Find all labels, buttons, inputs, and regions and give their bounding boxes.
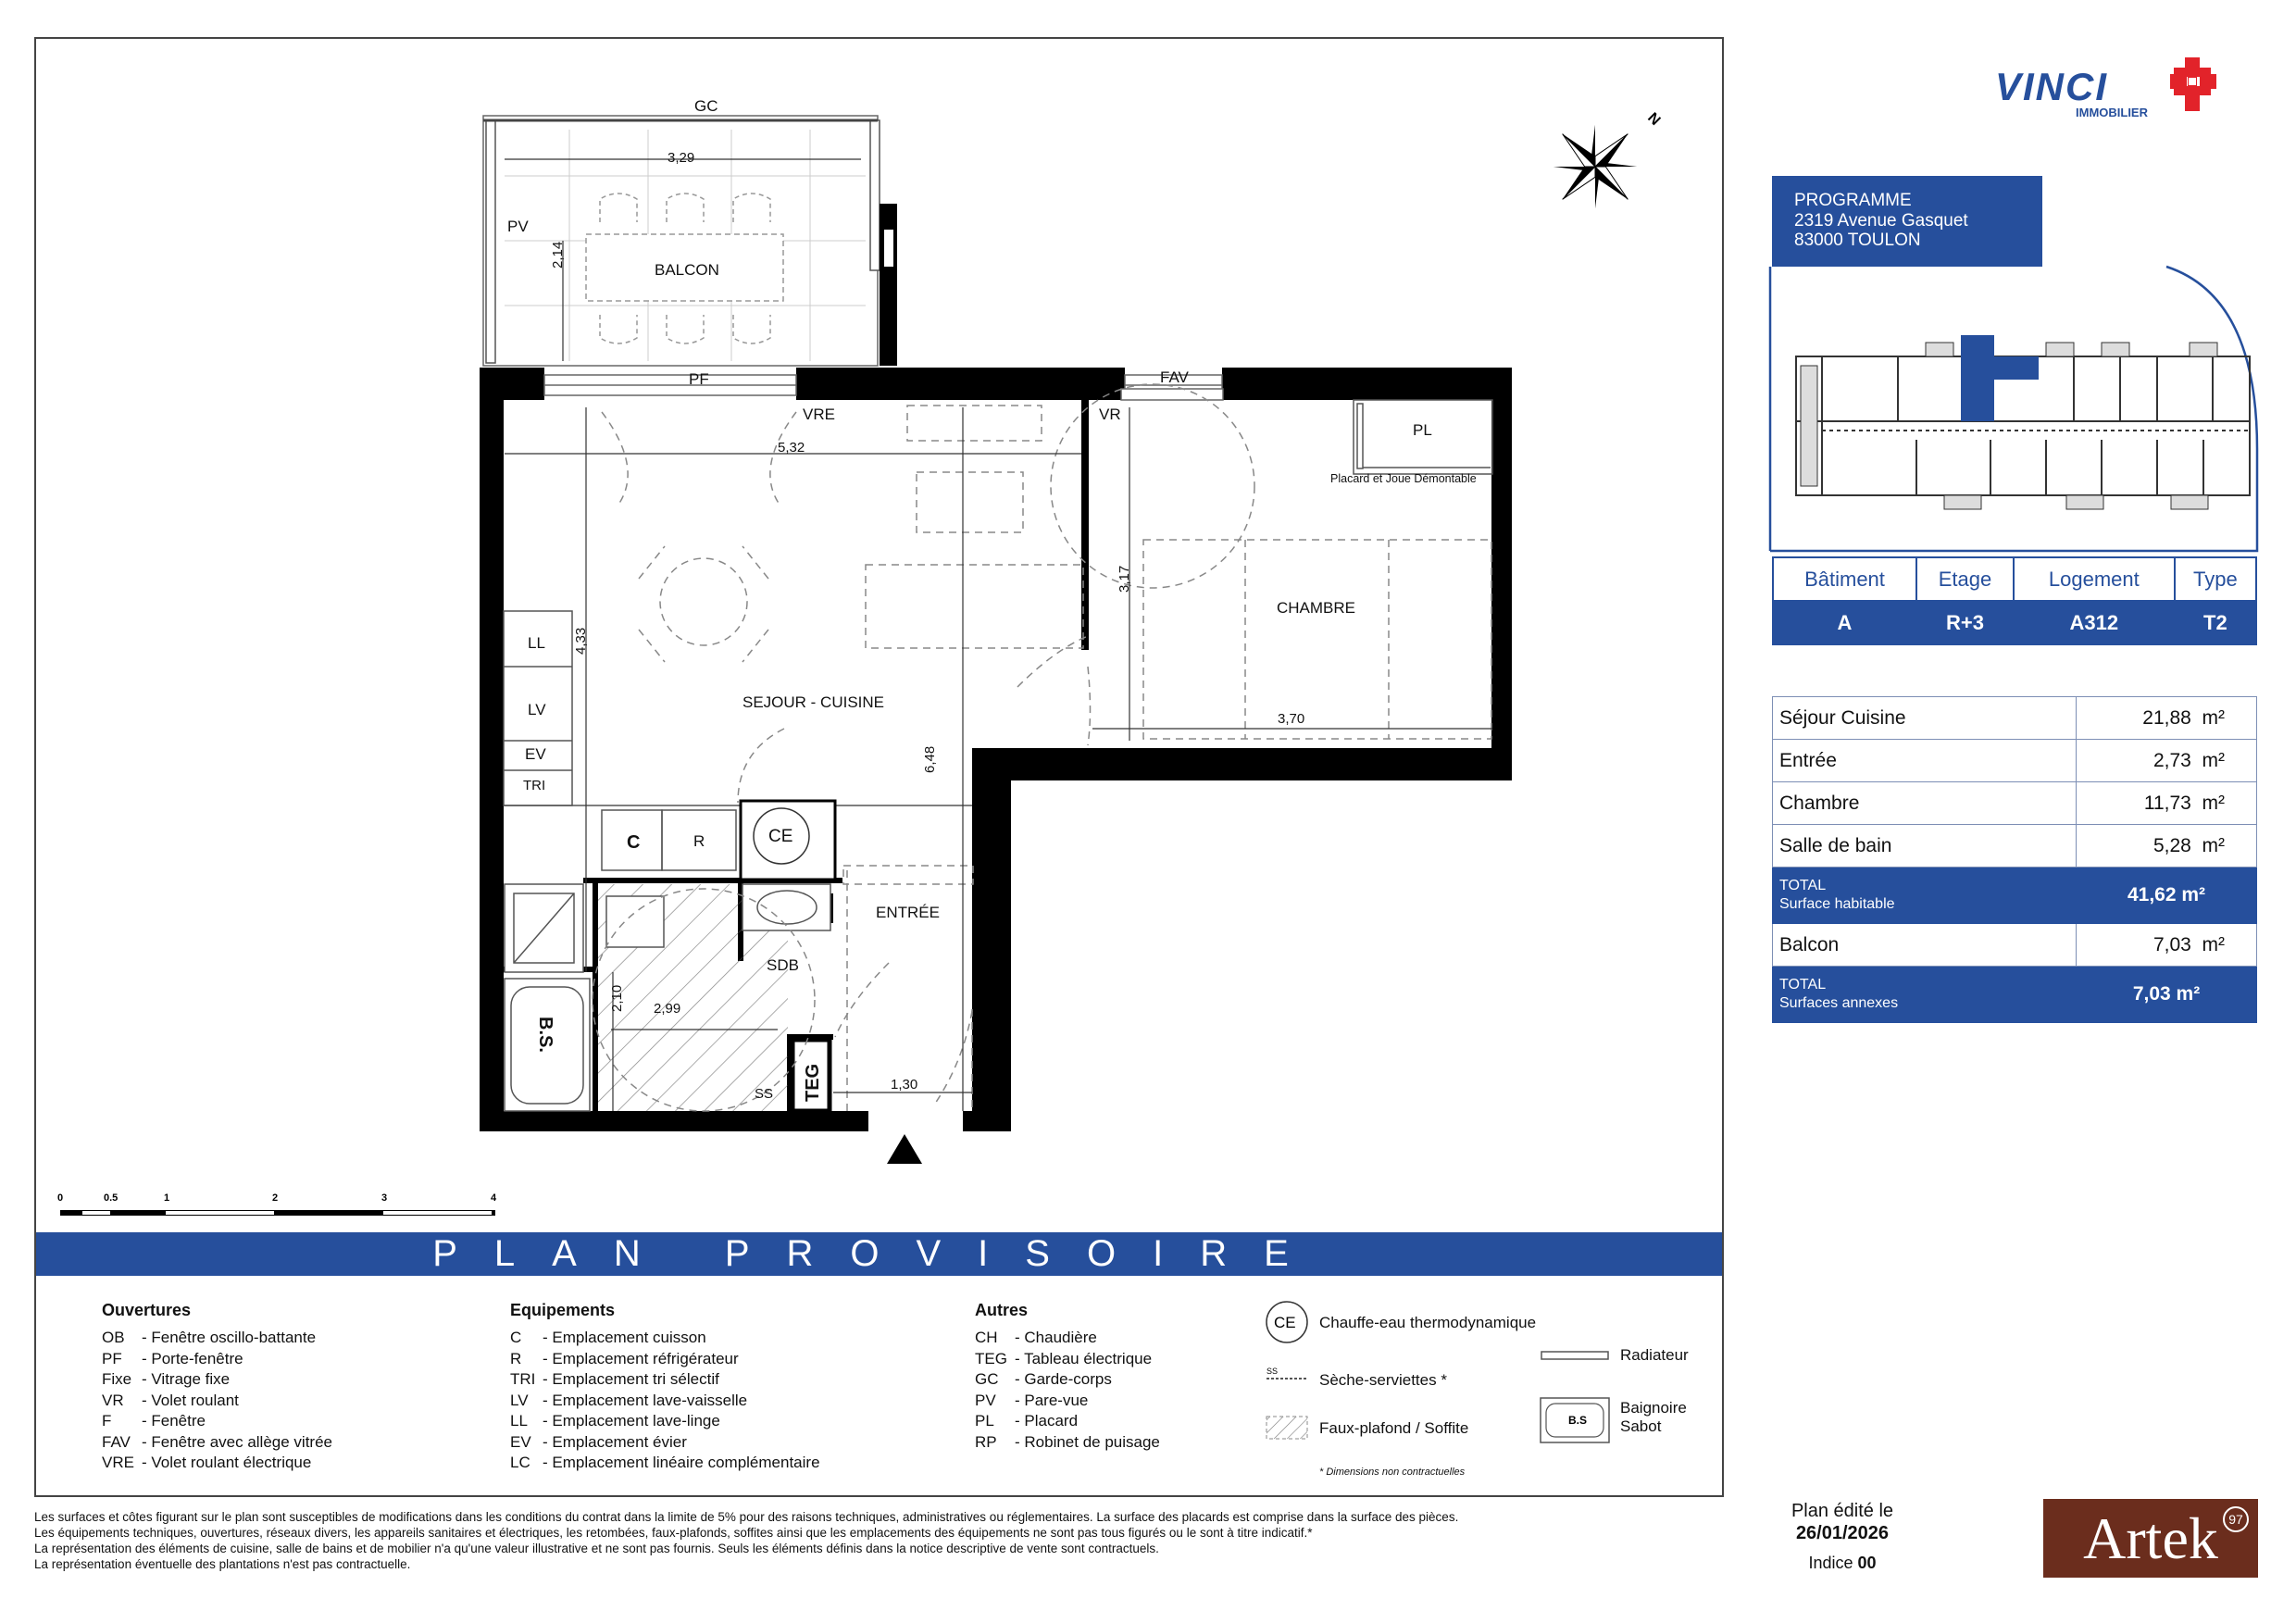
r-label: R bbox=[693, 832, 705, 850]
baignoire-line1: Baignoire bbox=[1620, 1399, 1687, 1417]
legend-text: - Emplacement réfrigérateur bbox=[543, 1349, 739, 1367]
legend-row bbox=[102, 1432, 332, 1454]
header-logement: Logement bbox=[2014, 557, 2175, 601]
surface-row bbox=[1773, 825, 2257, 868]
teg-label: TEG bbox=[803, 1063, 823, 1102]
legend-code: Fixe bbox=[102, 1370, 132, 1388]
legend-row bbox=[102, 1453, 332, 1474]
surface-row bbox=[1773, 697, 2257, 740]
surface-unit: m² bbox=[2202, 834, 2225, 856]
legend-text: - Chaudière bbox=[1015, 1329, 1097, 1346]
legend-text: - Tableau électrique bbox=[1015, 1349, 1153, 1367]
surface-label: Chambre bbox=[1773, 782, 2077, 825]
legend-text: - Emplacement linéaire complémentaire bbox=[543, 1454, 820, 1471]
legend-code: FAV bbox=[102, 1432, 131, 1451]
legend-row bbox=[102, 1391, 332, 1412]
entrance-arrow-icon bbox=[887, 1134, 922, 1164]
surface-number: 7,03 bbox=[2152, 933, 2191, 955]
info-table bbox=[1772, 556, 2257, 645]
surface-row bbox=[1773, 782, 2257, 825]
legend-text: - Fenêtre bbox=[142, 1412, 206, 1429]
artek-logo bbox=[2043, 1499, 2258, 1578]
ce-label: CE bbox=[768, 827, 793, 846]
legend-text: - Fenêtre oscillo-battante bbox=[142, 1329, 317, 1346]
placard-label: Placard et Joue Démontable bbox=[1330, 472, 1477, 485]
total-habitable-label bbox=[1773, 868, 2077, 924]
ev-label: EV bbox=[525, 745, 546, 763]
legend-text: - Emplacement évier bbox=[543, 1432, 687, 1451]
legend-row bbox=[102, 1411, 332, 1432]
legend-code: LC bbox=[510, 1454, 530, 1471]
legend-row bbox=[510, 1391, 820, 1412]
legend-code: RP bbox=[975, 1432, 997, 1451]
scale-tick-3: 3 bbox=[381, 1192, 388, 1204]
artek-name: Artek bbox=[2083, 1505, 2218, 1571]
legend-code: R bbox=[510, 1349, 522, 1367]
legend-code: CH bbox=[975, 1329, 998, 1346]
footnote-line: La représentation éventuelle des plantations n'est pas contractuelle. bbox=[34, 1557, 411, 1571]
faux-plafond-icon bbox=[1267, 1417, 1307, 1439]
edition-indice bbox=[1768, 1552, 1916, 1574]
dims-note: * Dimensions non contractuelles bbox=[1319, 1467, 1466, 1478]
total-line1: TOTAL bbox=[1779, 878, 1827, 893]
legend-text: - Vitrage fixe bbox=[142, 1370, 231, 1388]
surface-unit: m² bbox=[2202, 749, 2225, 771]
legend-row bbox=[102, 1349, 332, 1370]
room-sejour: SEJOUR - CUISINE bbox=[742, 693, 885, 711]
header-etage: Etage bbox=[1916, 557, 2014, 601]
surface-unit: m² bbox=[2202, 706, 2225, 729]
pf-label: PF bbox=[689, 370, 709, 388]
info-table-values bbox=[1773, 601, 2256, 644]
total-annexes-row bbox=[1773, 967, 2257, 1023]
faux-legend-label: Faux-plafond / Soffite bbox=[1319, 1419, 1469, 1437]
lv-label: LV bbox=[528, 701, 546, 718]
legend-row bbox=[510, 1349, 820, 1370]
vinci-logo bbox=[1990, 54, 2231, 132]
legend-text: - Porte-fenêtre bbox=[142, 1349, 243, 1367]
legend-row bbox=[975, 1432, 1160, 1454]
vre-label: VRE bbox=[803, 406, 835, 423]
value-batiment: A bbox=[1773, 601, 1916, 644]
vinci-sub: IMMOBILIER bbox=[2076, 106, 2148, 119]
program-title: PROGRAMME bbox=[1794, 191, 1912, 210]
indice-value: 00 bbox=[1857, 1554, 1877, 1572]
total-line1: TOTAL bbox=[1779, 977, 1827, 993]
legend-row bbox=[975, 1369, 1160, 1391]
gc-label: GC bbox=[694, 97, 718, 115]
legend-text: - Emplacement lave-linge bbox=[543, 1412, 720, 1429]
room-entree: ENTRÉE bbox=[876, 904, 940, 921]
legend-code: OB bbox=[102, 1329, 125, 1346]
vinci-name: VINCI bbox=[1995, 65, 2109, 108]
surface-value bbox=[2077, 924, 2257, 967]
program-city: 83000 TOULON bbox=[1794, 231, 1921, 250]
header-batiment: Bâtiment bbox=[1773, 557, 1916, 601]
dim-chambre-depth: 3,17 bbox=[1117, 565, 1132, 593]
edition-label: Plan édité le bbox=[1791, 1501, 1894, 1521]
legend-autres-list bbox=[975, 1328, 1160, 1453]
dim-chambre-width: 3,70 bbox=[1278, 711, 1305, 727]
vr-label: VR bbox=[1099, 406, 1121, 423]
legend-text: - Fenêtre avec allège vitrée bbox=[142, 1432, 332, 1451]
legend-row bbox=[510, 1411, 820, 1432]
legend-code: VRE bbox=[102, 1454, 134, 1471]
legend-code: F bbox=[102, 1412, 112, 1429]
legend-row bbox=[510, 1369, 820, 1391]
legend-code: TRI bbox=[510, 1370, 536, 1388]
legend-row bbox=[510, 1432, 820, 1454]
surface-value bbox=[2077, 782, 2257, 825]
scale-tick-2: 2 bbox=[272, 1192, 279, 1204]
north-label: N bbox=[1644, 109, 1664, 130]
total-annexes-label bbox=[1773, 967, 2077, 1023]
surfaces-table bbox=[1772, 696, 2257, 1023]
surface-row bbox=[1773, 740, 2257, 782]
legend-code: LV bbox=[510, 1391, 529, 1409]
dim-entree-width: 1,30 bbox=[891, 1077, 918, 1092]
surface-label: Entrée bbox=[1773, 740, 2077, 782]
scale-tick-4: 4 bbox=[491, 1192, 497, 1204]
baignoire-line2: Sabot bbox=[1620, 1417, 1662, 1435]
ce-legend-label: Chauffe-eau thermodynamique bbox=[1319, 1314, 1537, 1331]
total-habitable-row bbox=[1773, 868, 2257, 924]
legend-text: - Emplacement tri sélectif bbox=[543, 1370, 719, 1388]
bs-symbol-code: B.S bbox=[1568, 1414, 1588, 1427]
bs-label: B.S. bbox=[535, 1017, 555, 1053]
value-type: T2 bbox=[2175, 601, 2256, 644]
plan-provisoire-banner: PLAN PROVISOIRE bbox=[36, 1232, 1722, 1276]
room-sdb: SDB bbox=[767, 956, 799, 974]
dim-sdb-depth: 2,10 bbox=[609, 984, 625, 1012]
legend-code: LL bbox=[510, 1412, 528, 1429]
footnote-line: La représentation des éléments de cuisine, salle de bains et de mobilier n'a qu'une valeur illustrative et ne sont pas fournis. Seuls les éléments définis dans la notice descriptive de vente sont contractuels. bbox=[34, 1542, 1159, 1555]
pl-label: PL bbox=[1413, 421, 1432, 439]
legend-row bbox=[975, 1328, 1160, 1349]
legend-ouvertures-title: Ouvertures bbox=[102, 1301, 192, 1319]
legend-row bbox=[975, 1391, 1160, 1412]
legend-row bbox=[510, 1453, 820, 1474]
legend-autres-title: Autres bbox=[975, 1301, 1029, 1319]
scale-tick-1: 1 bbox=[164, 1192, 170, 1204]
legend-text: - Garde-corps bbox=[1015, 1370, 1112, 1388]
footnote-line: Les surfaces et côtes figurant sur le plan sont susceptibles de modifications dans les conditions du contrat dans la limite de 5% pour des raisons techniques, administratives ou réglementaires. La surface des placards est comprise dans la surface des pièces. bbox=[34, 1510, 1459, 1524]
dim-sdb-width: 2,99 bbox=[654, 1001, 681, 1017]
surface-number: 5,28 bbox=[2152, 834, 2191, 856]
legend-text: - Emplacement lave-vaisselle bbox=[543, 1391, 748, 1409]
info-table-header bbox=[1773, 557, 2256, 601]
building-keyplan bbox=[1768, 176, 2259, 556]
total-annexes-value: 7,03 m² bbox=[2077, 967, 2257, 1023]
surface-label: Salle de bain bbox=[1773, 825, 2077, 868]
footnotes bbox=[34, 1509, 1775, 1572]
legend-row bbox=[102, 1369, 332, 1391]
surface-value bbox=[2077, 697, 2257, 740]
legend-text: - Placard bbox=[1015, 1412, 1079, 1429]
ll-label: LL bbox=[528, 634, 545, 652]
surface-unit: m² bbox=[2202, 792, 2225, 814]
seche-legend-label: Sèche-serviettes * bbox=[1319, 1371, 1447, 1389]
legend-code: EV bbox=[510, 1432, 531, 1451]
scale-tick-0: 0 bbox=[57, 1192, 64, 1204]
dim-balcon-width: 3,29 bbox=[668, 150, 695, 166]
legend-code: PF bbox=[102, 1349, 122, 1367]
legend-code: VR bbox=[102, 1391, 124, 1409]
footnote-line: Les équipements techniques, ouvertures, réseaux divers, les appareils sanitaires et électriques, les retombées, faux-plafonds, soffites ainsi que les emplacements des équipements ne sont pas tous figurés ou le sont à titre indicatif.* bbox=[34, 1526, 1313, 1540]
ce-symbol-code: CE bbox=[1274, 1314, 1296, 1331]
surface-label: Séjour Cuisine bbox=[1773, 697, 2077, 740]
dim-sejour-width: 5,32 bbox=[778, 440, 805, 456]
indice-label: Indice bbox=[1808, 1554, 1853, 1572]
dim-total-depth: 6,48 bbox=[922, 745, 938, 773]
total-line2: Surface habitable bbox=[1779, 896, 1895, 912]
artek-badge: 97 bbox=[2223, 1506, 2249, 1532]
radiateur-icon bbox=[1541, 1352, 1608, 1359]
legend-equipements-list bbox=[510, 1328, 820, 1474]
legend-row bbox=[975, 1349, 1160, 1370]
header-type: Type bbox=[2175, 557, 2256, 601]
compass-icon bbox=[1529, 101, 1660, 231]
legend-equipements-title: Equipements bbox=[510, 1301, 616, 1319]
legend-code: C bbox=[510, 1329, 522, 1346]
c-label: C bbox=[627, 832, 641, 853]
legend-text: - Volet roulant électrique bbox=[142, 1454, 312, 1471]
legend-text: - Emplacement cuisson bbox=[543, 1329, 706, 1346]
legend-ouvertures-list bbox=[102, 1328, 332, 1474]
legend-code: PL bbox=[975, 1412, 994, 1429]
surface-value bbox=[2077, 825, 2257, 868]
dim-balcon-depth: 2,14 bbox=[550, 241, 566, 268]
ss-symbol-code: SS bbox=[1267, 1367, 1279, 1376]
surface-row bbox=[1773, 924, 2257, 967]
apartment-highlight bbox=[1961, 335, 1994, 421]
total-line2: Surfaces annexes bbox=[1779, 995, 1899, 1011]
legend-row bbox=[975, 1411, 1160, 1432]
surface-value bbox=[2077, 740, 2257, 782]
room-chambre: CHAMBRE bbox=[1277, 599, 1356, 617]
fav-label: FAV bbox=[1160, 368, 1189, 386]
surface-unit: m² bbox=[2202, 933, 2225, 955]
legend-text: - Volet roulant bbox=[142, 1391, 239, 1409]
ss-label: SS bbox=[755, 1086, 774, 1102]
legend-row bbox=[102, 1328, 332, 1349]
surface-number: 2,73 bbox=[2152, 749, 2191, 771]
legend-code: TEG bbox=[975, 1349, 1007, 1367]
tri-label: TRI bbox=[523, 778, 546, 793]
room-balcon: BALCON bbox=[655, 261, 719, 279]
surface-label: Balcon bbox=[1773, 924, 2077, 967]
edition-info bbox=[1768, 1500, 1916, 1574]
legend-code: PV bbox=[975, 1391, 996, 1409]
legend-text: - Robinet de puisage bbox=[1015, 1432, 1160, 1451]
surface-number: 21,88 bbox=[2142, 706, 2191, 729]
legend-code: GC bbox=[975, 1370, 999, 1388]
dim-sejour-depth: 4,33 bbox=[573, 627, 589, 655]
radiateur-legend-label: Radiateur bbox=[1620, 1346, 1689, 1364]
scale-bar bbox=[56, 1188, 518, 1225]
baignoire-legend-label bbox=[1620, 1399, 1687, 1436]
scale-tick-05: 0.5 bbox=[104, 1192, 119, 1204]
pv-label: PV bbox=[507, 218, 529, 235]
value-logement: A312 bbox=[2014, 601, 2175, 644]
edition-date: 26/01/2026 bbox=[1795, 1523, 1890, 1543]
program-address: 2319 Avenue Gasquet bbox=[1794, 210, 1968, 231]
legend-text: - Pare-vue bbox=[1015, 1391, 1089, 1409]
value-etage: R+3 bbox=[1916, 601, 2014, 644]
surface-number: 11,73 bbox=[2143, 792, 2191, 814]
total-habitable-value: 41,62 m² bbox=[2077, 868, 2257, 924]
legend-row bbox=[510, 1328, 820, 1349]
